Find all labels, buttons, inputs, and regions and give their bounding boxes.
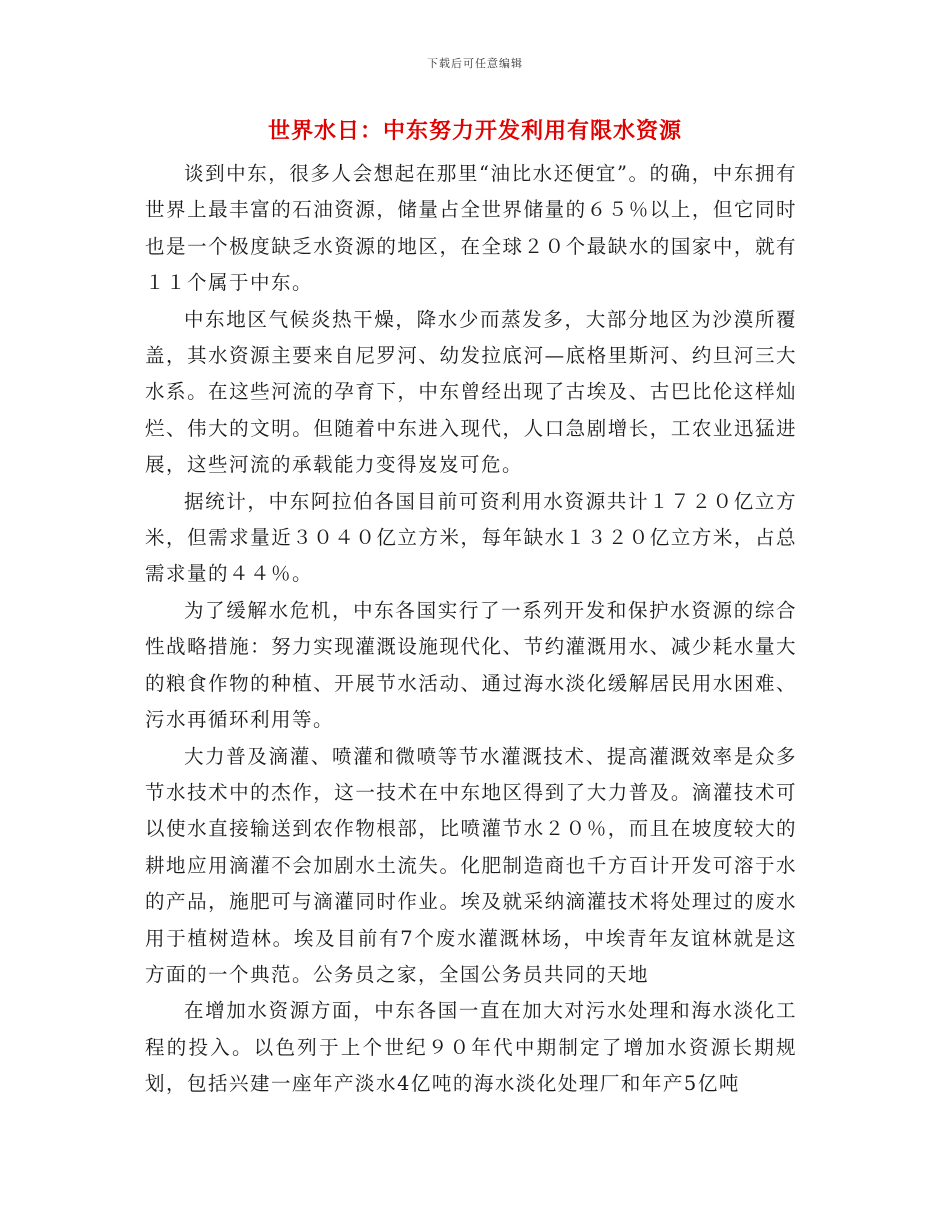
paragraph-1: 谈到中东，很多人会想起在那里“油比水还便宜”。的确，中东拥有世界上最丰富的石油资源，储量占全世界储量的６５％以上，但它同时也是一个极度缺乏水资源的地区，在全球２０个最缺水的国家中，就有１１个属于中东。 [145,162,797,295]
paragraph-6: 在增加水资源方面，中东各国一直在加大对污水处理和海水淡化工程的投入。以色列于上个世纪９０年代中期制定了增加水资源长期规划，包括兴建一座年产淡水4亿吨的海水淡化处理厂和年产5亿吨 [145,999,797,1096]
document-title: 世界水日：中东努力开发利用有限水资源 [267,118,682,144]
paragraph-2: 中东地区气候炎热干燥，降水少而蒸发多，大部分地区为沙漠所覆盖，其水资源主要来自尼罗河、幼发拉底河—底格里斯河、约旦河三大水系。在这些河流的孕育下，中东曾经出现了古埃及、古巴比伦这样灿烂、伟大的文明。但随着中东进入现代，人口急剧增长，工农业迅猛进展，这些河流的承载能力变得岌岌可危。 [145,307,797,477]
document-body [145,156,797,1103]
header-note: 下载后可任意编辑 [427,57,523,70]
paragraph-4: 为了缓解水危机，中东各国实行了一系列开发和保护水资源的综合性战略措施：努力实现灌溉设施现代化、节约灌溉用水、减少耗水量大的粮食作物的种植、开展节水活动、通过海水淡化缓解居民用水困难、污水再循环利用等。 [145,598,797,732]
paragraph-5: 大力普及滴灌、喷灌和微喷等节水灌溉技术、提高灌溉效率是众多节水技术中的杰作，这一技术在中东地区得到了大力普及。滴灌技术可以使水直接输送到农作物根部，比喷灌节水２０％，而且在坡度较大的耕地应用滴灌不会加剧水土流失。化肥制造商也千方百计开发可溶于水的产品，施肥可与滴灌同时作业。埃及就采纳滴灌技术将处理过的废水用于植树造林。埃及目前有7个废水灌溉林场，中埃青年友谊林就是这方面的一个典范。公务员之家，全国公务员共同的天地 [145,744,797,986]
paragraph-3: 据统计，中东阿拉伯各国目前可资利用水资源共计１７２０亿立方米，但需求量近３０４０亿立方米，每年缺水１３２０亿立方米，占总需求量的４４％。 [145,489,797,586]
